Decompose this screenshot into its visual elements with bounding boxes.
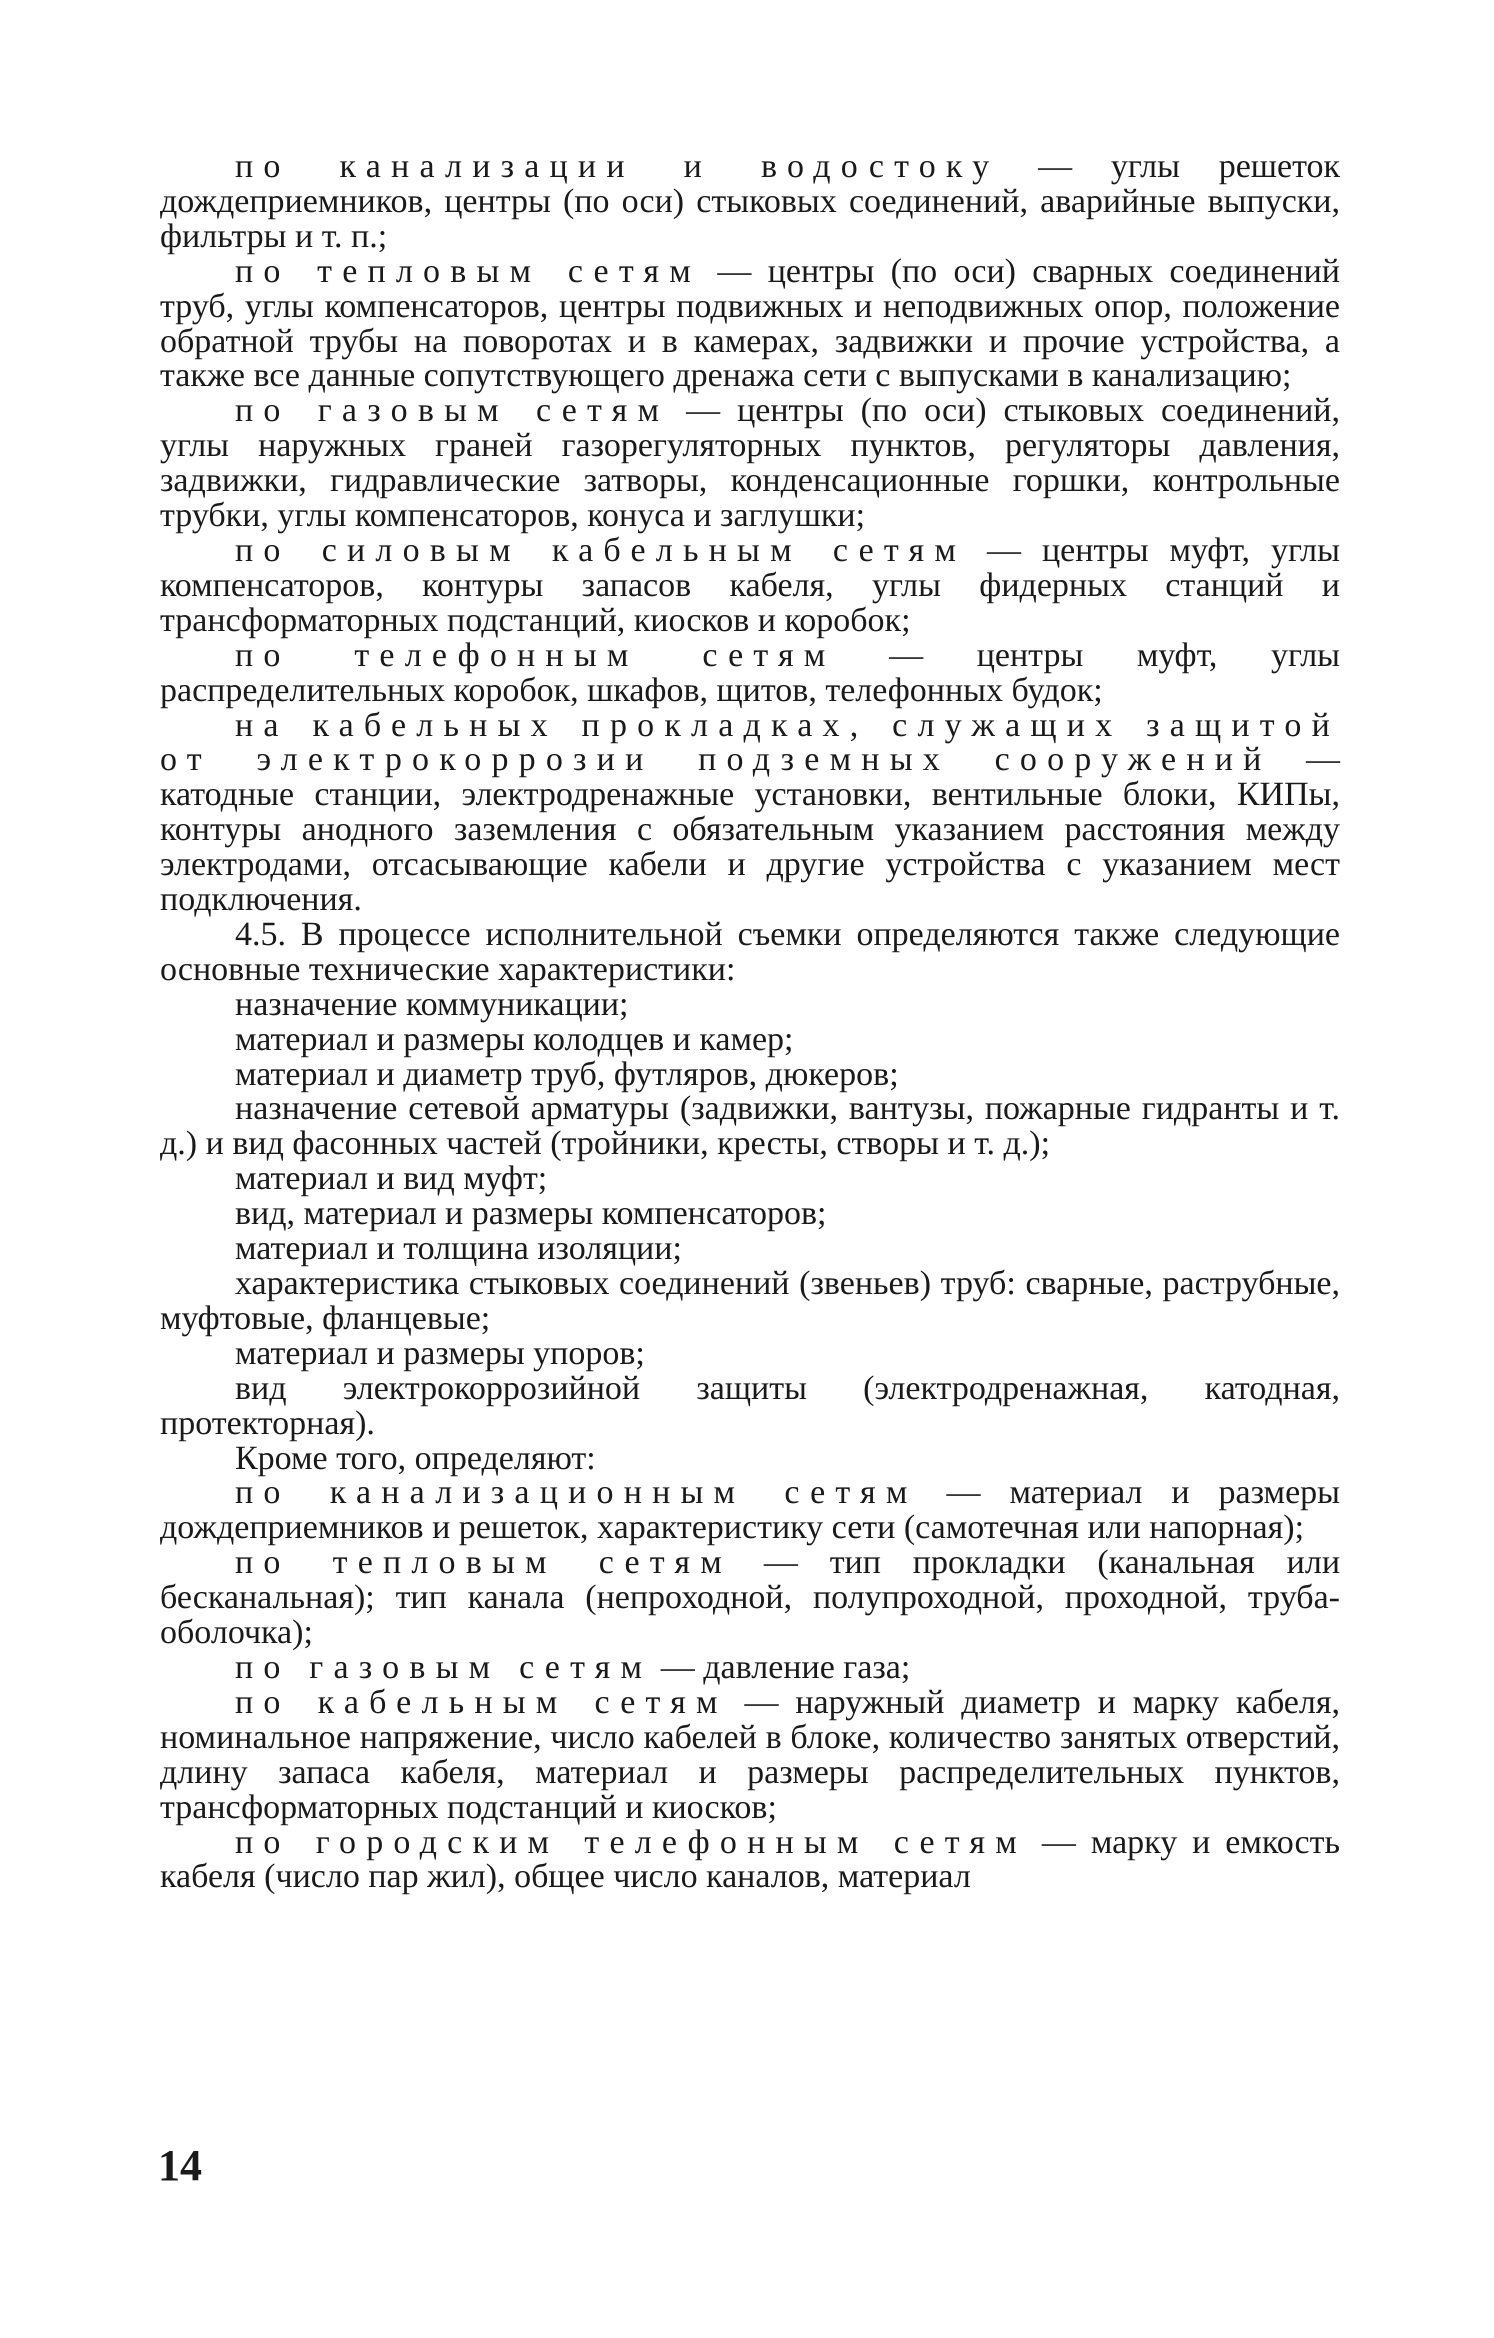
list-item: назначение коммуникации; — [235, 985, 629, 1023]
paragraph-heat: по тепловым сетям — центры (по оси) сварных соединений труб, углы компенсаторов, центры подвижных и неподвижных опор, положение обратной трубы на поворотах и в камерах, задвижки и прочие устройства, а также все данные сопутствующего дренажа сети с выпусками в канализацию; — [160, 252, 1340, 395]
paragraph-sewer: по канализации и водостоку — углы решеток дождеприемников, центры (по оси) стыковых соединений, аварийные выпуски, фильтры и т. п.; — [160, 148, 1340, 255]
page-number: 14 — [158, 2141, 202, 2190]
list-item: материал и размеры упоров; — [235, 1334, 645, 1372]
paragraph-text: центры муфт, углы компенсаторов, контуры запасов кабеля, углы фидерных станций и трансформаторных подстанций, киосков и коробок; — [160, 531, 1340, 639]
paragraph-text: центры (по оси) стыковых соединений, углы наружных граней газорегуляторных пунктов, регуляторы давления, задвижки, гидравлические затворы, конденсационные горшки, контрольные трубки, углы компенсаторов, конуса и заглушки; — [160, 392, 1340, 535]
paragraph-text: углы решеток дождеприемников, центры (по оси) стыковых соединений, аварийные выпуски, фильтры и т. п.; — [160, 148, 1340, 255]
spaced-lead: по тепловым сетям — [235, 1544, 732, 1582]
paragraph-text: катодные станции, электродренажные установки, вентильные блоки, КИПы, контуры анодного заземления с обязательным указанием расстояния между электродами, отсасывающие кабели и другие устройства с указанием мест подключения. — [160, 776, 1340, 919]
paragraph-text: центры (по оси) сварных соединений труб, углы компенсаторов, центры подвижных и неподвижных опор, положение обратной трубы на поворотах и в камерах, задвижки и прочие устройства, а также все данные сопутствующего дренажа сети с выпусками в канализацию; — [160, 252, 1340, 395]
also-cable: по кабельным сетям — наружный диаметр и марку кабеля, номинальное напряжение, число кабелей в блоке, количество занятых отверстий, длину запаса кабеля, материал и размеры распределительных пунктов, трансформаторных подстанций и киосков; — [160, 1683, 1341, 1826]
list-item: назначение сетевой арматуры (задвижки, вантузы, пожарные гидранты и т. д.) и вид фасонных частей (тройники, кресты, створы и т. д.); — [160, 1090, 1340, 1163]
spaced-lead: по силовым кабельным сетям — [235, 531, 967, 569]
spaced-lead: по газовым сетям — [235, 392, 670, 430]
list-item: вид, материал и размеры компенсаторов; — [235, 1195, 827, 1233]
paragraph-text: марку и емкость кабеля (число пар жил), общее число каналов, материал — [160, 1823, 1340, 1896]
also-gas: по газовым сетям — давление газа; — [235, 1648, 911, 1686]
spaced-lead: по телефонным сетям — [235, 636, 836, 674]
body-text — [160, 150, 1340, 1895]
spaced-lead: на кабельных прокладках, служащих защитой от электрокоррозии подземных сооружений — [160, 706, 1340, 779]
spaced-lead: по кабельным сетям — [235, 1683, 728, 1721]
spaced-lead: по канализации и водостоку — [235, 148, 1000, 185]
spaced-lead: по тепловым сетям — [235, 252, 701, 290]
paragraph-text: давление газа; — [703, 1648, 911, 1686]
paragraph-phone: по телефонным сетям — центры муфт, углы распределительных коробок, шкафов, щитов, телефонных будок; — [160, 636, 1340, 709]
list-item: материал и диаметр труб, футляров, дюкеров; — [235, 1055, 899, 1093]
paragraph-text: центры муфт, углы распределительных коробок, шкафов, щитов, телефонных будок; — [160, 636, 1340, 709]
list-item: материал и размеры колодцев и камер; — [235, 1020, 794, 1058]
list-item: характеристика стыковых соединений (звеньев) труб: сварные, раструбные, муфтовые, фланцевые; — [160, 1265, 1340, 1337]
also-city-phone: по городским телефонным сетям — марку и емкость кабеля (число пар жил), общее число каналов, материал — [160, 1823, 1340, 1896]
spaced-lead: по городским телефонным сетям — [235, 1823, 1027, 1861]
spaced-lead: по канализационным сетям — [235, 1474, 918, 1512]
paragraph-corrosion: на кабельных прокладках, служащих защитой от электрокоррозии подземных сооружений — катодные станции, электродренажные установки, вентильные блоки, КИПы, контуры анодного заземления с обязательным указанием расстояния между электродами, отсасывающие кабели и другие устройства с указанием мест подключения. — [160, 706, 1340, 919]
paragraph-text: тип прокладки (канальная или бесканальная); тип канала (непроходной, полупроходной, проходной, труба-оболочка); — [160, 1544, 1341, 1652]
spaced-lead: по газовым сетям — [235, 1648, 653, 1686]
list-item: материал и толщина изоляции; — [235, 1230, 682, 1268]
list-item: материал и вид муфт; — [235, 1160, 548, 1198]
also-heat: по тепловым сетям — тип прокладки (канальная или бесканальная); тип канала (непроходной, полупроходной, проходной, труба-оболочка); — [160, 1544, 1341, 1652]
also-intro: Кроме того, определяют: — [235, 1439, 596, 1477]
paragraph-power-cable: по силовым кабельным сетям — центры муфт, углы компенсаторов, контуры запасов кабеля, углы фидерных станций и трансформаторных подстанций, киосков и коробок; — [160, 531, 1340, 639]
paragraph-section-4-5: 4.5. В процессе исполнительной съемки определяются также следующие основные технические характеристики: — [160, 915, 1340, 988]
paragraph-text: материал и размеры дождеприемников и решеток, характеристику сети (самотечная или напорная); — [160, 1474, 1340, 1547]
list-item: вид электрокоррозийной защиты (электродренажная, катодная, протекторная). — [160, 1369, 1340, 1442]
paragraph-text: наружный диаметр и марку кабеля, номинальное напряжение, число кабелей в блоке, количество занятых отверстий, длину запаса кабеля, материал и размеры распределительных пунктов, трансформаторных подстанций и киосков; — [160, 1683, 1341, 1826]
paragraph-gas: по газовым сетям — центры (по оси) стыковых соединений, углы наружных граней газорегуляторных пунктов, регуляторы давления, задвижки, гидравлические затворы, конденсационные горшки, контрольные трубки, углы компенсаторов, конуса и заглушки; — [160, 392, 1340, 535]
also-sewer: по канализационным сетям — материал и размеры дождеприемников и решеток, характеристику сети (самотечная или напорная); — [160, 1474, 1340, 1547]
